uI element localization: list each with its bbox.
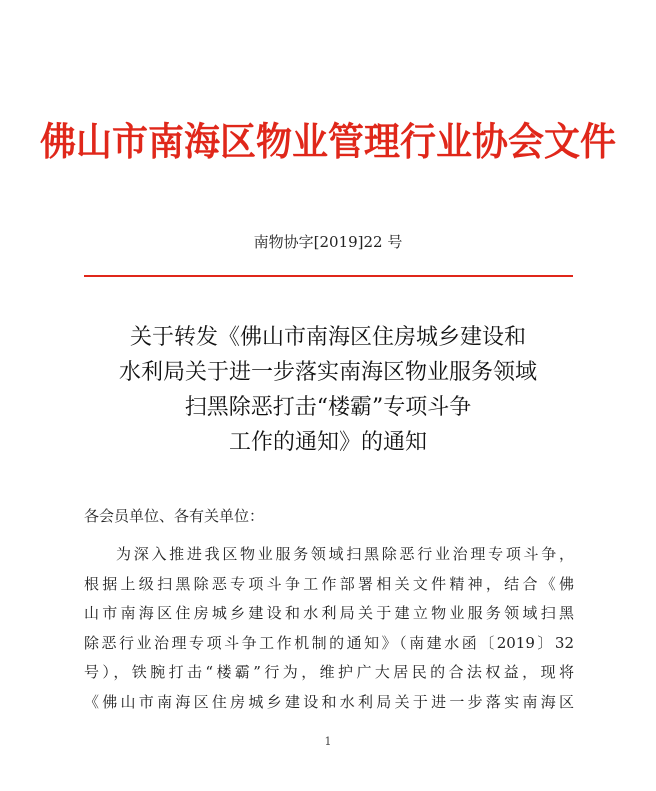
body-line: 除恶行业治理专项斗争工作机制的通知》（南建水函〔2019〕32 — [84, 633, 574, 652]
notice-title-line: 工作的通知》的通知 — [228, 430, 427, 455]
body-paragraph — [84, 540, 574, 717]
body-line: 号），铁腕打击“楼霸”行为，维护广大居民的合法权益，现将 — [84, 663, 574, 681]
notice-title — [0, 320, 656, 460]
document-header-title: 佛山市南海区物业管理行业协会文件 — [39, 119, 616, 165]
body-line: 为深入推进我区物业服务领域扫黑除恶行业治理专项斗争， — [116, 545, 574, 563]
notice-title-line: 扫黑除恶打击“楼霸”专项斗争 — [184, 395, 472, 420]
body-line: 《佛山市南海区住房城乡建设和水利局关于进一步落实南海区 — [84, 692, 574, 711]
body-line: 山市南海区住房城乡建设和水利局关于建立物业服务领域扫黑 — [84, 604, 574, 622]
notice-title-line: 关于转发《佛山市南海区住房城乡建设和 — [129, 325, 526, 350]
salutation: 各会员单位、各有关单位： — [84, 507, 265, 525]
red-divider-line — [84, 275, 573, 277]
document-number: 南物协字[2019]22 号 — [253, 233, 403, 251]
page-number: 1 — [324, 735, 332, 748]
notice-title-line: 水利局关于进一步落实南海区物业服务领域 — [118, 360, 537, 385]
body-line: 根据上级扫黑除恶专项斗争工作部署相关文件精神，结合《佛 — [84, 574, 574, 593]
